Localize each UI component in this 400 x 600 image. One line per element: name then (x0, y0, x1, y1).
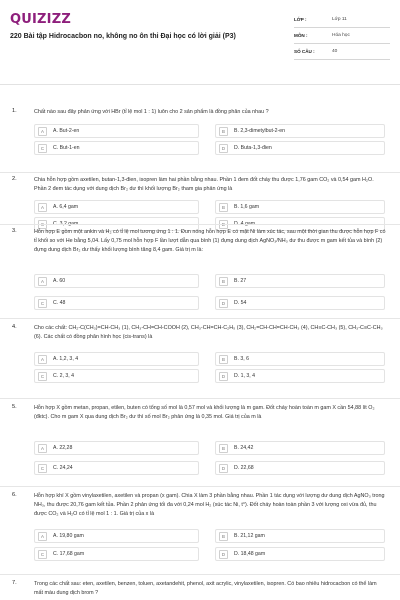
option-letter: B (219, 203, 228, 212)
option-letter: C (38, 550, 47, 559)
option-text: B. 2,3-dimetylbut-2-en (234, 128, 286, 134)
option-c[interactable] (34, 547, 199, 561)
option-letter: D (219, 144, 228, 153)
option-letter: D (219, 372, 228, 381)
question-text: Chất nào sau đây phản ứng với HBr (tỉ lệ mol 1 : 1) luôn cho 2 sản phẩm là đồng phân của nhau ? (34, 109, 269, 115)
meta-row-count (294, 44, 390, 60)
option-text: D. 18,48 gam (234, 551, 266, 557)
option-d[interactable] (215, 141, 385, 155)
header-divider (0, 84, 400, 85)
question-number: 6. (12, 492, 17, 498)
option-text: A. 6,4 gam (53, 204, 79, 210)
option-text: A. 60 (53, 278, 66, 284)
option-c[interactable] (34, 141, 199, 155)
option-letter: A (38, 277, 47, 286)
option-letter: B (219, 277, 228, 286)
question-text: Hỗn hợp khí X gồm vinylaxetilen, axetilen và propan (x gam). Chia X làm 3 phần bằng nhau. Phần 1 tác dụng với lượng dư dung dịch AgNO₃ trong NH₃, thu được 20,76 gam kết tủa. Phần 2 phản ứng tối đa với 0,24 mol H₂ (xúc tác Ni, t°). Đốt cháy hoàn toàn phần 3 với lượng oxi vừa đủ, thu được CO₂ và H₂O có tỉ lệ mol 1 : 1. Giá trị của x là (34, 493, 385, 517)
option-b[interactable] (215, 529, 385, 543)
question-number: 7. (12, 580, 17, 586)
option-d[interactable] (215, 461, 385, 475)
option-text: A. 19,80 gam (53, 533, 84, 539)
option-c[interactable] (34, 461, 199, 475)
option-text: A. 1,2, 3, 4 (53, 356, 79, 362)
option-letter: B (219, 444, 228, 453)
question-number: 4. (12, 324, 17, 330)
meta-value: 40 (332, 49, 338, 54)
option-letter: D (219, 550, 228, 559)
question-divider (0, 318, 400, 319)
option-text: C. 48 (53, 300, 66, 306)
question-number: 5. (12, 404, 17, 410)
question-text: Cho các chất: CH₂-C(CH₃)=CH-CH₃ (1), CH₃-CH=CH-COOH (2), CH₃-CH=CH-C₂H₅ (3), CH₂=CH-CH=CH-CH₃ (4), CH≡C-CH₃ (5), CH₃-C≡C-CH₃ (6). Các chất có đồng phân hình học (cis-trans) là (34, 325, 383, 340)
option-c[interactable] (34, 296, 199, 310)
meta-key: MÔN : (294, 33, 308, 38)
option-letter: A (38, 444, 47, 453)
option-text: D. 54 (234, 300, 247, 306)
meta-key: LỚP : (294, 17, 307, 22)
question-divider (0, 574, 400, 575)
option-d[interactable] (215, 547, 385, 561)
option-a[interactable] (34, 124, 199, 138)
option-b[interactable] (215, 200, 385, 214)
option-b[interactable] (215, 441, 385, 455)
meta-row-subject (294, 28, 390, 44)
question-number: 3. (12, 228, 17, 234)
quizizz-logo: QUIZIZZ (10, 12, 71, 27)
option-a[interactable] (34, 274, 199, 288)
page-header (0, 0, 400, 66)
option-a[interactable] (34, 441, 199, 455)
question-text: Chia hỗn hợp gồm axetilen, butan-1,3-đien, isopren làm hai phần bằng nhau. Phần 1 đem đốt cháy thu được 1,76 gam CO₂ và 0,54 gam H₂O. Phần 2 đem tác dụng với dung dịch Br₂ dư thì khối lượng Br₂ tham gia phản ứng là (34, 177, 374, 192)
meta-key: SỐ CÂU : (294, 49, 315, 54)
question-divider (0, 224, 400, 225)
meta-value: Lớp 11 (332, 17, 347, 22)
option-text: C. 24,24 (53, 465, 73, 471)
option-letter: C (38, 464, 47, 473)
option-text: C. 2, 3, 4 (53, 373, 75, 379)
question-text: Trong các chất sau: eten, axetilen, benzen, toluen, axetandehit, phenol, axit acrylic, vinylaxetilen, isopren. Có bao nhiêu hidrocacbon có thể làm mất màu dung dịch brom ? (34, 581, 377, 596)
option-text: D. 1, 3, 4 (234, 373, 256, 379)
option-text: B. 21,12 gam (234, 533, 265, 539)
option-text: A. 22,28 (53, 445, 73, 451)
option-letter: B (219, 355, 228, 364)
question-divider (0, 172, 400, 173)
option-text: B. 24,42 (234, 445, 254, 451)
option-letter: D (219, 464, 228, 473)
meta-value: Hóa học (332, 33, 350, 38)
option-letter: B (219, 127, 228, 136)
option-text: D. 22,68 (234, 465, 254, 471)
option-letter: B (219, 532, 228, 541)
option-c[interactable] (34, 369, 199, 383)
option-letter: A (38, 127, 47, 136)
option-d[interactable] (215, 369, 385, 383)
option-a[interactable] (34, 352, 199, 366)
option-text: D. Buta-1,3-đien (234, 145, 272, 151)
option-letter: C (38, 299, 47, 308)
option-letter: C (38, 144, 47, 153)
option-letter: C (38, 372, 47, 381)
option-text: C. 17,68 gam (53, 551, 85, 557)
document-title: 220 Bài tập Hidrocacbon no, không no ôn thi Đại học có lời giải (P3) (10, 33, 236, 40)
option-b[interactable] (215, 124, 385, 138)
option-text: B. 3, 6 (234, 356, 249, 362)
question-text: Hỗn hợp X gồm metan, propan, etilen, buten có tổng số mol là 0,57 mol và khối lượng là m gam. Đốt cháy hoàn toàn m gam X cần 54,88 lít O₂ (đktc). Cho m gam X qua dung dịch Br₂ dư thì số mol Br₂ phản ứng là 0,35 mol. Giá trị của m là (34, 405, 375, 420)
option-a[interactable] (34, 529, 199, 543)
option-letter: A (38, 355, 47, 364)
option-text: C. But-1-en (53, 145, 80, 151)
question-number: 2. (12, 176, 17, 182)
option-text: A. But-2-en (53, 128, 80, 134)
option-b[interactable] (215, 274, 385, 288)
option-letter: A (38, 532, 47, 541)
option-b[interactable] (215, 352, 385, 366)
option-a[interactable] (34, 200, 199, 214)
question-number: 1. (12, 108, 17, 114)
option-text: B. 27 (234, 278, 247, 284)
option-d[interactable] (215, 296, 385, 310)
option-letter: A (38, 203, 47, 212)
option-text: B. 1,6 gam (234, 204, 260, 210)
question-divider (0, 398, 400, 399)
meta-table (294, 12, 390, 60)
meta-row-class (294, 12, 390, 28)
question-divider (0, 486, 400, 487)
question-text: Hỗn hợp E gồm một ankin và H₂ có tỉ lệ mol tương ứng 1 : 1. Đun nóng hỗn hợp E có mặt Ni làm xúc tác, sau một thời gian thu được hỗn hợp F có tỉ khối so với He bằng 5,04. Lấy 0,75 mol hỗn hợp F lần lượt dẫn qua bình (1) đựng dung dịch AgNO₃/NH₃ dư thu được m gam kết tủa và bình (2) đựng dung dịch Br₂ dư thấy khối lượng bình tăng 8,4 gam. Giá trị m là: (34, 229, 386, 253)
option-letter: D (219, 299, 228, 308)
